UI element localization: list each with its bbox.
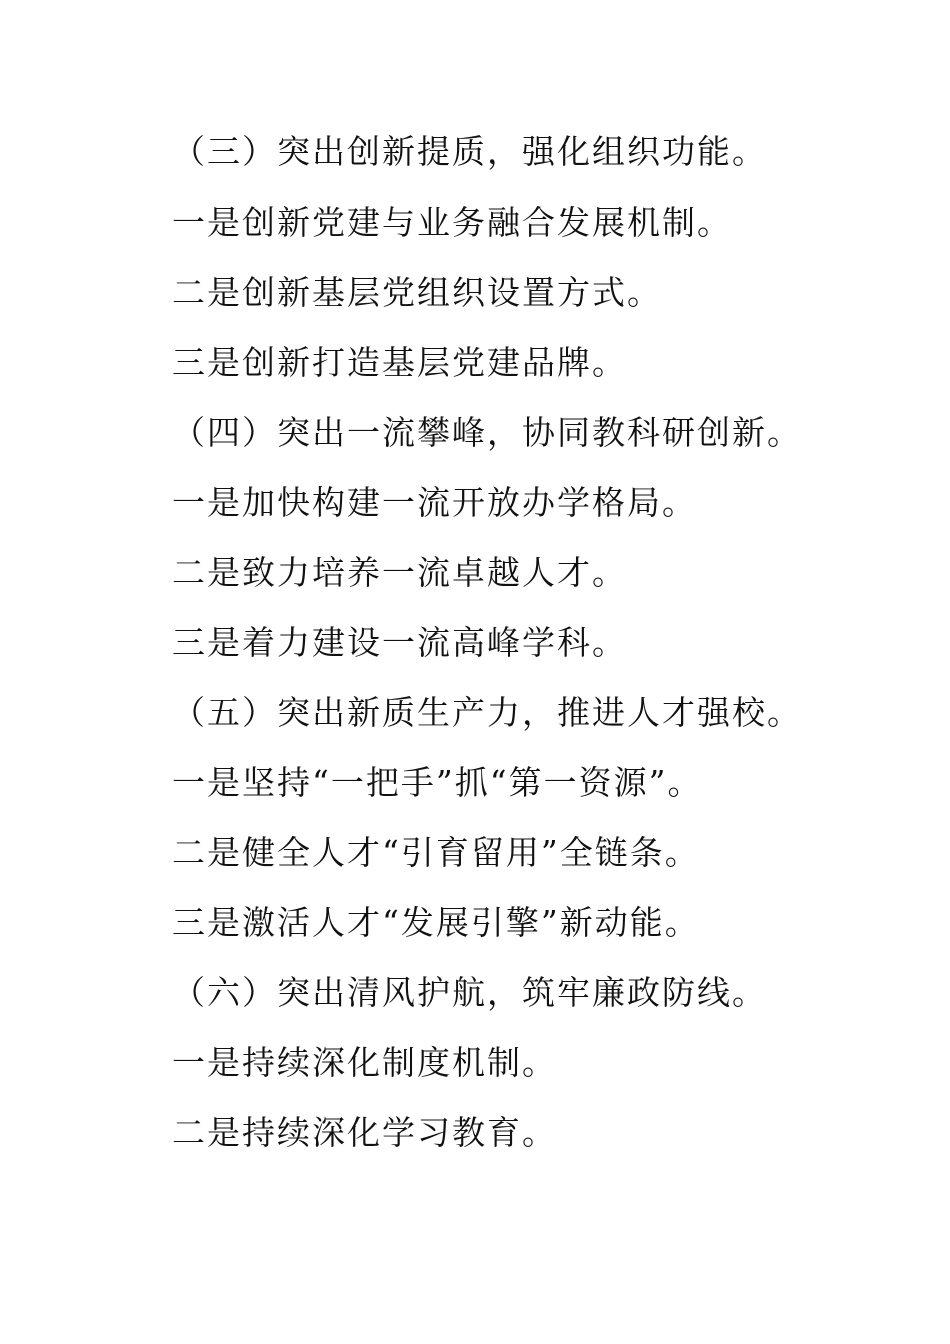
paragraph-line: 二是健全人才“引育留用”全链条。 [172,833,700,872]
paragraph-line: 二是创新基层党组织设置方式。 [172,273,662,312]
paragraph-line: 一是加快构建一流开放办学格局。 [172,483,697,522]
paragraph-line: 一是持续深化制度机制。 [172,1043,557,1082]
paragraph-line: 三是创新打造基层党建品牌。 [172,343,627,382]
paragraph-line: 三是激活人才“发展引擎”新动能。 [172,903,700,942]
section-heading-4: （四）突出一流攀峰，协同教科研创新。 [172,413,802,452]
section-heading-5: （五）突出新质生产力，推进人才强校。 [172,693,802,732]
section-heading-6: （六）突出清风护航，筑牢廉政防线。 [172,973,767,1012]
paragraph-line: 一是坚持“一把手”抓“第一资源”。 [172,763,703,802]
paragraph-line: 二是致力培养一流卓越人才。 [172,553,627,592]
paragraph-line: 三是着力建设一流高峰学科。 [172,623,627,662]
section-heading-3: （三）突出创新提质，强化组织功能。 [172,132,767,171]
paragraph-line: 一是创新党建与业务融合发展机制。 [172,203,732,242]
paragraph-line: 二是持续深化学习教育。 [172,1113,557,1152]
